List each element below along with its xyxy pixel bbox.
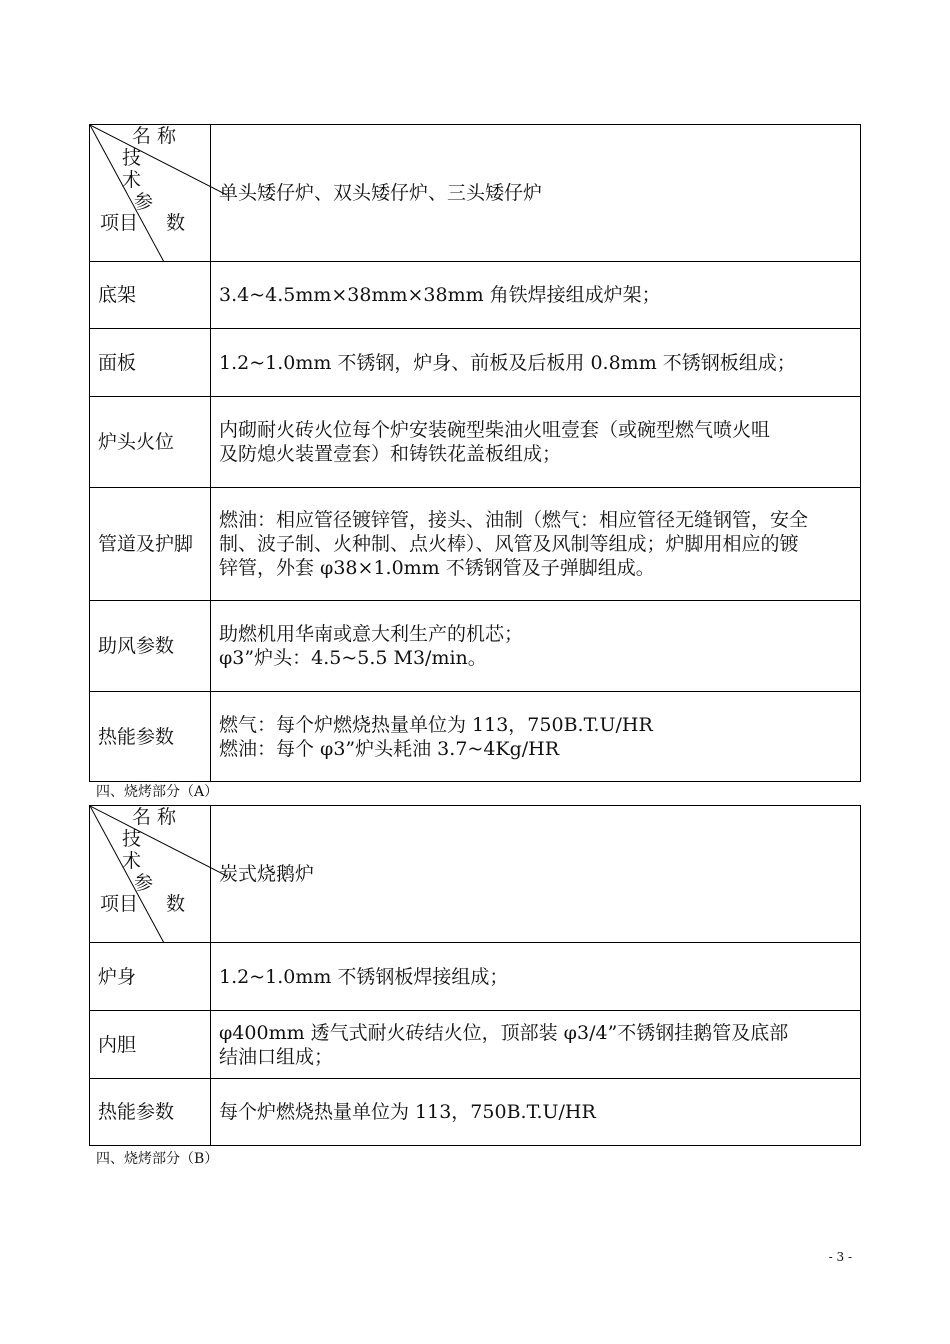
row-value: 内砌耐火砖火位每个炉安装碗型柴油火咀壹套（或碗型燃气喷火咀 及防熄火装置壹套）和铸铁花盖板组成；	[211, 397, 861, 488]
row-value: 3.4~4.5mm×38mm×38mm 角铁焊接组成炉架；	[211, 262, 861, 329]
row-value: φ400mm 透气式耐火砖结火位，顶部装 φ3/4”不锈钢挂鹅管及底部 结油口组成；	[211, 1011, 861, 1079]
table-caption-b: 四、烧烤部分（B）	[96, 1151, 219, 1167]
table-row	[90, 397, 861, 488]
table-row	[90, 1079, 861, 1146]
header-name-label: 名 称	[132, 806, 177, 828]
table-row	[90, 601, 861, 692]
table-row	[90, 329, 861, 397]
row-label: 炉身	[90, 943, 211, 1011]
table-row	[90, 692, 861, 782]
row-label: 面板	[90, 329, 211, 397]
row-value: 每个炉燃烧热量单位为 113，750B.T.U/HR	[211, 1079, 861, 1146]
header-value-cell: 单头矮仔炉、双头矮仔炉、三头矮仔炉	[211, 125, 861, 262]
header-tech-label-3: 参	[134, 191, 154, 213]
table-caption-a: 四、烧烤部分（A）	[96, 784, 219, 800]
table-header-row	[90, 806, 861, 943]
diagonal-header-cell	[90, 806, 211, 943]
row-value: 燃油：相应管径镀锌管，接头、油制（燃气：相应管径无缝钢管，安全 制、波子制、火种制、点火棒）、风管及风制等组成；炉脚用相应的镀 锌管，外套 φ38×1.0mm 不锈钢管及子弹脚组成。	[211, 488, 861, 601]
diagonal-header-cell	[90, 125, 211, 262]
header-name-label: 名 称	[132, 125, 177, 147]
table-row	[90, 1011, 861, 1079]
header-tech-label-1: 技	[122, 828, 142, 850]
spec-table-b	[89, 805, 861, 1146]
header-item-label: 项目	[100, 212, 139, 234]
header-item-label: 项目	[100, 893, 139, 915]
row-label: 管道及护脚	[90, 488, 211, 601]
table-row	[90, 488, 861, 601]
header-value-cell: 炭式烧鹅炉	[211, 806, 861, 943]
table-row	[90, 262, 861, 329]
row-label: 热能参数	[90, 1079, 211, 1146]
header-shu-label: 数	[166, 893, 186, 915]
row-label: 内胆	[90, 1011, 211, 1079]
page-number: - 3 -	[828, 1250, 852, 1264]
table-header-row	[90, 125, 861, 262]
header-shu-label: 数	[166, 212, 186, 234]
row-label: 底架	[90, 262, 211, 329]
row-value: 1.2~1.0mm 不锈钢，炉身、前板及后板用 0.8mm 不锈钢板组成；	[211, 329, 861, 397]
row-label: 炉头火位	[90, 397, 211, 488]
spec-table-a	[89, 124, 861, 782]
header-tech-label-2: 术	[122, 169, 142, 191]
row-label: 热能参数	[90, 692, 211, 782]
table-row	[90, 943, 861, 1011]
header-tech-label-1: 技	[122, 147, 142, 169]
header-tech-label-2: 术	[122, 850, 142, 872]
header-tech-label-3: 参	[134, 872, 154, 894]
row-value: 燃气：每个炉燃烧热量单位为 113，750B.T.U/HR 燃油：每个 φ3”炉头耗油 3.7~4Kg/HR	[211, 692, 861, 782]
row-value: 助燃机用华南或意大利生产的机芯； φ3”炉头：4.5~5.5 M3/min。	[211, 601, 861, 692]
row-value: 1.2~1.0mm 不锈钢板焊接组成；	[211, 943, 861, 1011]
row-label: 助风参数	[90, 601, 211, 692]
